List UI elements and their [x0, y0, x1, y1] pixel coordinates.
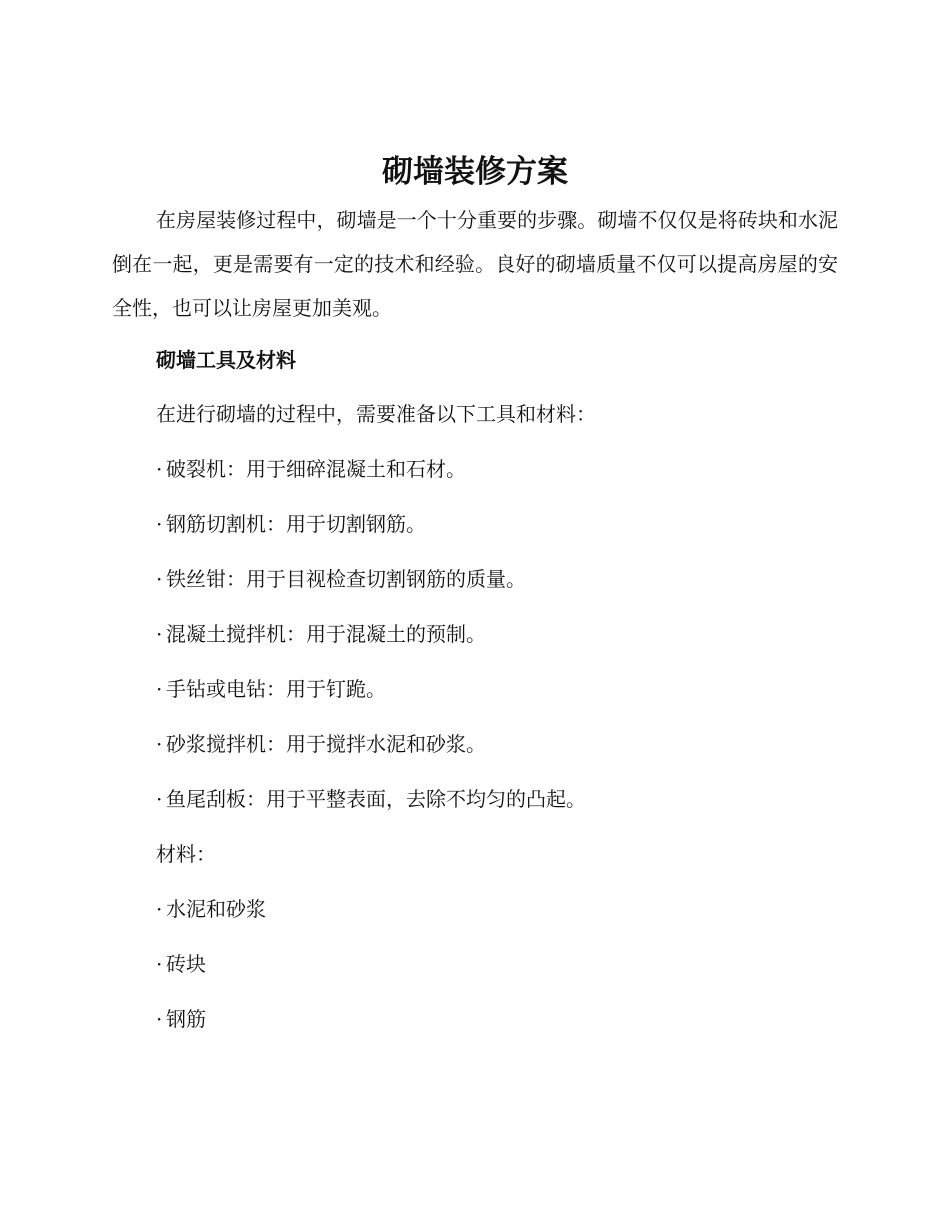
tool-list-item: [156, 616, 486, 652]
tool-text: 鱼尾刮板：用于平整表面，去除不均匀的凸起。: [166, 787, 586, 811]
bullet-icon: ·: [156, 952, 163, 976]
tool-text: 钢筋切割机：用于切割钢筋。: [166, 512, 426, 536]
tool-list-item: [156, 561, 526, 597]
bullet-icon: ·: [156, 897, 163, 921]
bullet-icon: ·: [156, 567, 163, 591]
tool-list-item: [156, 451, 466, 487]
bullet-icon: ·: [156, 1007, 163, 1031]
tool-text: 手钻或电钻：用于钉跪。: [166, 677, 386, 701]
tool-text: 破裂机：用于细碎混凝土和石材。: [166, 457, 466, 481]
tool-text: 混凝土搅拌机：用于混凝土的预制。: [166, 622, 486, 646]
bullet-icon: ·: [156, 732, 163, 756]
material-text: 砖块: [166, 952, 206, 976]
intro-paragraph: 在房屋装修过程中，砌墙是一个十分重要的步骤。砌墙不仅仅是将砖块和水泥倒在一起，更是需要有一定的技术和经验。良好的砌墙质量不仅可以提高房屋的安全性，也可以让房屋更加美观。: [112, 208, 838, 320]
document-title: 砌墙装修方案: [382, 154, 568, 190]
material-list-item: [156, 1001, 206, 1037]
tool-text: 铁丝钳：用于目视检查切割钢筋的质量。: [166, 567, 526, 591]
tool-text: 砂浆搅拌机：用于搅拌水泥和砂浆。: [166, 732, 486, 756]
tool-list-item: [156, 781, 586, 817]
bullet-icon: ·: [156, 622, 163, 646]
tool-list-item: [156, 671, 386, 707]
tool-list-item: [156, 726, 486, 762]
bullet-icon: ·: [156, 787, 163, 811]
bullet-icon: ·: [156, 512, 163, 536]
bullet-icon: ·: [156, 457, 163, 481]
material-text: 水泥和砂浆: [166, 897, 266, 921]
materials-label: 材料：: [156, 842, 216, 866]
material-list-item: [156, 946, 206, 982]
tools-intro: 在进行砌墙的过程中，需要准备以下工具和材料：: [156, 402, 596, 426]
bullet-icon: ·: [156, 677, 163, 701]
material-text: 钢筋: [166, 1007, 206, 1031]
tool-list-item: [156, 506, 426, 542]
section-heading: 砌墙工具及材料: [156, 348, 296, 372]
material-list-item: [156, 891, 266, 927]
